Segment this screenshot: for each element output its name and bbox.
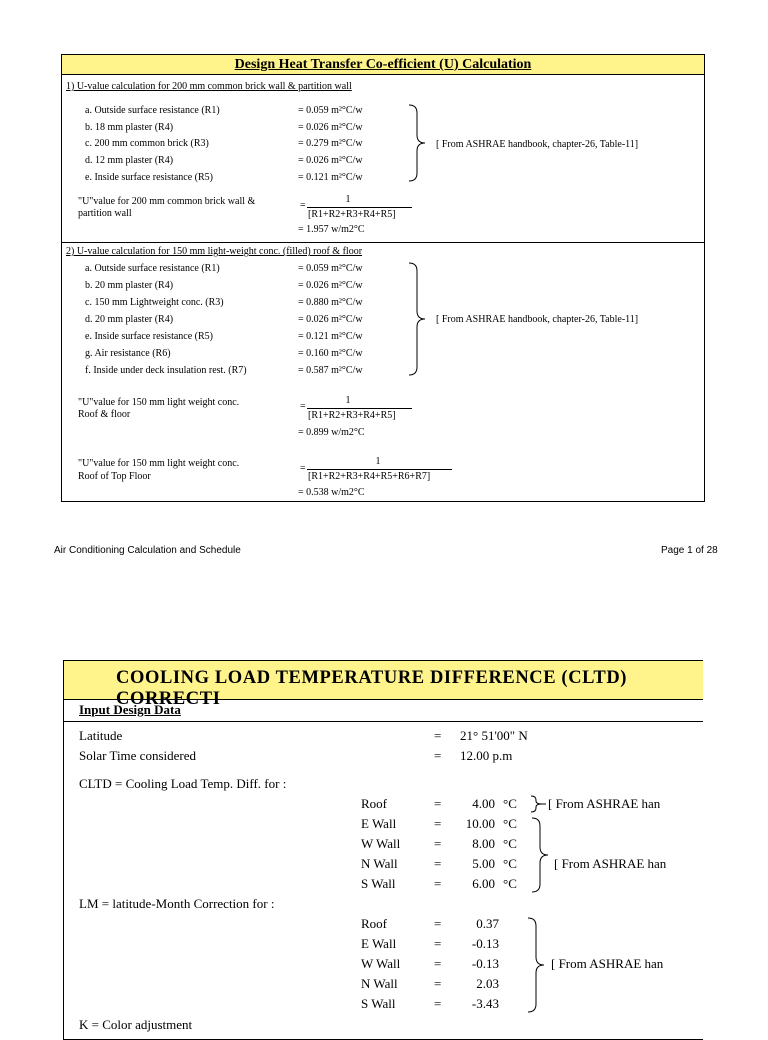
ashrae-reference: [ From ASHRAE han [548,796,661,811]
equals-sign: = [434,728,442,743]
sheet-title-bar [62,55,704,75]
s2-row-value: = 0.587 m²°C/w [298,365,363,376]
ashrae-reference: [ From ASHRAE handbook, chapter-26, Table-11] [436,314,639,325]
u-value-result: = 0.538 w/m2°C [298,487,365,498]
u-value-result: = 0.899 w/m2°C [298,427,365,438]
equals-sign: = [434,796,442,811]
u-value-label: Roof of Top Floor [78,471,151,482]
cltd-row-label: W Wall [361,836,401,851]
lm-row-label: S Wall [361,996,396,1011]
s2-row-label: b. 20 mm plaster (R4) [85,280,174,291]
input-design-data-heading: Input Design Data [79,702,181,717]
ashrae-reference: [ From ASHRAE han [554,856,667,871]
ashrae-reference: [ From ASHRAE handbook, chapter-26, Table-11] [436,139,639,150]
s2-row-label: f. Inside under deck insulation rest. (R7) [85,365,247,376]
cltd-row-label: N Wall [361,856,398,871]
cltd-correction-sheet [63,660,703,1040]
solar-time-value: 12.00 p.m [460,748,513,763]
s1-row-label: d. 12 mm plaster (R4) [85,155,174,166]
k-heading: K = Color adjustment [79,1017,193,1032]
s2-row-value: = 0.026 m²°C/w [298,280,363,291]
cltd-row-unit: °C [503,876,517,891]
lm-row-value: -3.43 [471,996,499,1011]
equals-sign: = [434,976,442,991]
s1-row-value: = 0.279 m²°C/w [298,138,363,149]
fraction-line [307,469,452,470]
fraction-denominator: [R1+R2+R3+R4+R5+R6+R7] [308,471,431,482]
s2-row-value: = 0.059 m²°C/w [298,263,363,274]
s2-row-value: = 0.121 m²°C/w [298,331,363,342]
fraction-numerator: 1 [375,456,381,467]
lm-row-value: -0.13 [471,936,499,951]
curly-brace-icon [530,795,546,813]
equals-sign: = [434,956,442,971]
fraction-denominator: [R1+R2+R3+R4+R5] [308,209,396,220]
cltd-row-unit: °C [503,856,517,871]
s2-row-label: a. Outside surface resistance (R1) [85,263,220,274]
s1-row-value: = 0.059 m²°C/w [298,105,363,116]
section-2-heading: 2) U-value calculation for 150 mm light-weight conc. (filled) roof & floor [66,246,363,257]
s1-row-value: = 0.026 m²°C/w [298,122,363,133]
s1-row-label: c. 200 mm common brick (R3) [85,138,209,149]
lm-row-value: 0.37 [476,916,499,931]
equals-sign: = [434,816,442,831]
latitude-value: 21° 51'00" N [460,728,528,743]
cltd-row-value: 10.00 [465,816,495,831]
lm-row-label: Roof [361,916,387,931]
s2-row-label: e. Inside surface resistance (R5) [85,331,213,342]
footer-document-title: Air Conditioning Calculation and Schedule [54,545,241,556]
curly-brace-icon [530,816,550,894]
footer-page-number: Page 1 of 28 [661,545,718,556]
s2-row-label: g. Air resistance (R6) [85,348,171,359]
cltd-row-value: 6.00 [472,876,495,891]
sheet-title-bar [64,661,703,709]
u-value-label: partition wall [78,208,132,219]
s2-row-value: = 0.026 m²°C/w [298,314,363,325]
equals-sign: = [434,936,442,951]
lm-row-value: 2.03 [476,976,499,991]
sheet-title: Design Heat Transfer Co-efficient (U) Calculation [234,57,532,72]
latitude-label: Latitude [79,728,123,743]
section-divider [62,242,704,243]
equals-sign: = [434,748,442,763]
cltd-row-label: Roof [361,796,387,811]
cltd-row-unit: °C [503,816,517,831]
fraction-line [307,408,412,409]
equals-sign: = [434,916,442,931]
u-value-calculation-sheet [61,54,705,502]
u-value-label: "U"value for 200 mm common brick wall & [78,196,256,207]
section-1-heading: 1) U-value calculation for 200 mm common brick wall & partition wall [66,81,352,92]
cltd-heading: CLTD = Cooling Load Temp. Diff. for : [79,776,287,791]
cltd-row-value: 5.00 [472,856,495,871]
lm-row-label: E Wall [361,936,397,951]
cltd-row-unit: °C [503,836,517,851]
cltd-row-label: S Wall [361,876,396,891]
u-value-label: "U"value for 150 mm light weight conc. [78,458,240,469]
sheet-title: COOLING LOAD TEMPERATURE DIFFERENCE (CLTD) CORRECTI [116,668,628,709]
lm-row-label: N Wall [361,976,398,991]
s1-row-value: = 0.121 m²°C/w [298,172,363,183]
equals-sign: = [300,401,306,412]
ashrae-reference: [ From ASHRAE han [551,956,664,971]
curly-brace-icon [407,261,427,377]
section-divider [64,721,703,722]
cltd-row-label: E Wall [361,816,397,831]
s2-row-value: = 0.160 m²°C/w [298,348,363,359]
s1-row-label: e. Inside surface resistance (R5) [85,172,213,183]
lm-row-value: -0.13 [471,956,499,971]
curly-brace-icon [407,103,427,183]
fraction-numerator: 1 [345,395,351,406]
equals-sign: = [434,876,442,891]
equals-sign: = [300,463,306,474]
s1-row-label: b. 18 mm plaster (R4) [85,122,174,133]
equals-sign: = [434,836,442,851]
equals-sign: = [434,996,442,1011]
cltd-row-unit: °C [503,796,517,811]
u-value-label: "U"value for 150 mm light weight conc. [78,397,240,408]
lm-heading: LM = latitude-Month Correction for : [79,896,275,911]
s1-row-value: = 0.026 m²°C/w [298,155,363,166]
fraction-denominator: [R1+R2+R3+R4+R5] [308,410,396,421]
u-value-result: = 1.957 w/m2°C [298,224,365,235]
lm-row-label: W Wall [361,956,401,971]
fraction-line [307,207,412,208]
solar-time-label: Solar Time considered [79,748,196,763]
fraction-numerator: 1 [345,194,351,205]
s2-row-label: d. 20 mm plaster (R4) [85,314,174,325]
s2-row-label: c. 150 mm Lightweight conc. (R3) [85,297,224,308]
cltd-row-value: 4.00 [472,796,495,811]
curly-brace-icon [526,916,546,1014]
equals-sign: = [434,856,442,871]
cltd-row-value: 8.00 [472,836,495,851]
s1-row-label: a. Outside surface resistance (R1) [85,105,220,116]
s2-row-value: = 0.880 m²°C/w [298,297,363,308]
u-value-label: Roof & floor [78,409,131,420]
equals-sign: = [300,200,306,211]
